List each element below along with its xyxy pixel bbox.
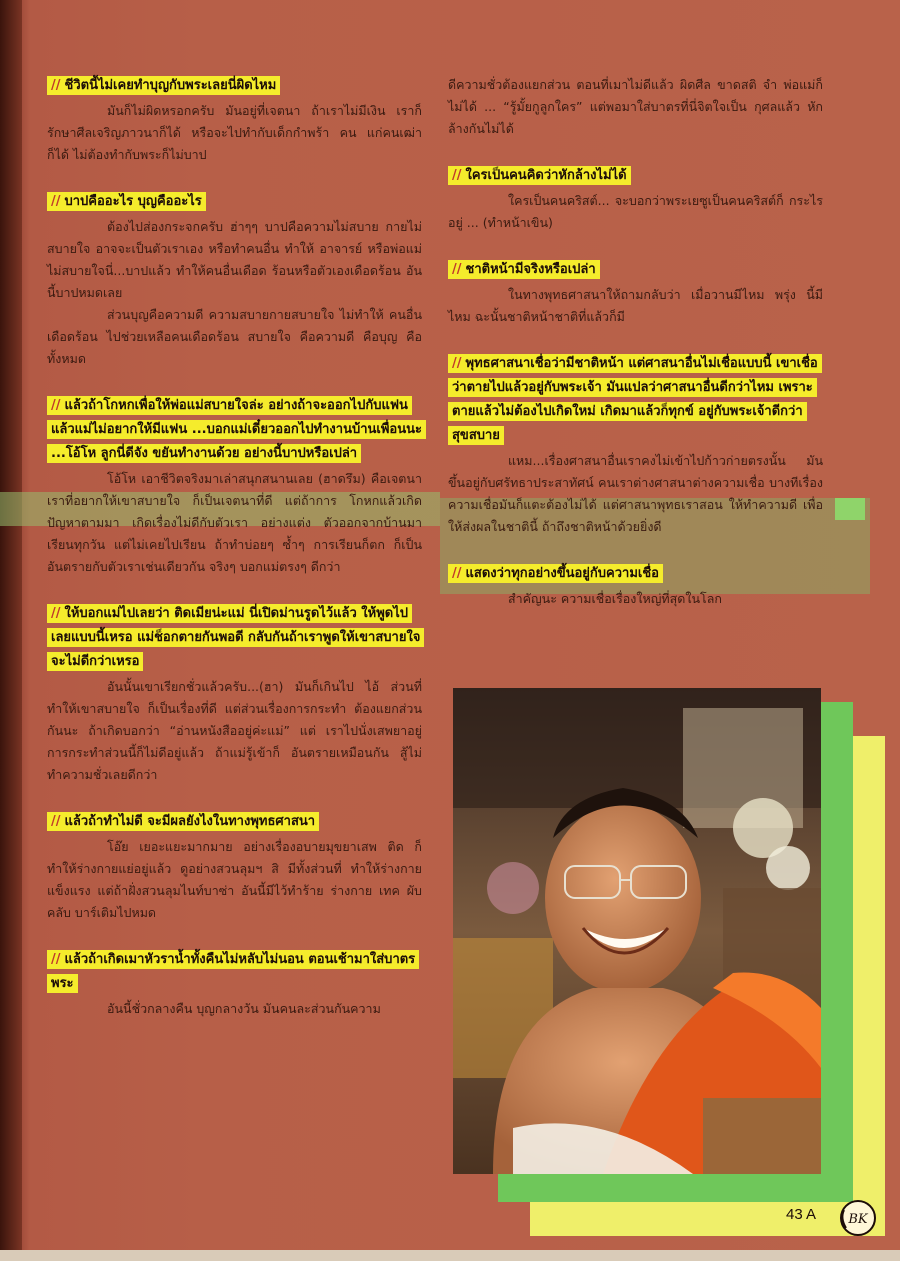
heading-marker: //	[51, 814, 61, 829]
body-paragraph: มันก็ไม่ผิดหรอกครับ มันอยู่ที่เจตนา ถ้าเราไม่มีเงิน เราก็รักษาศีลเจริญภาวนาก็ได้ หรือจะไปทำกับเด็กกำพร้า คน แก่คนเฒ่าก็ได้ ไม่ต้องทำกับพระก็ไม่บาป	[47, 103, 422, 162]
heading-highlight	[448, 564, 663, 583]
right-section	[448, 164, 823, 234]
heading-marker: //	[452, 566, 462, 581]
monk-photo-illustration	[453, 688, 821, 1174]
heading-highlight	[47, 76, 280, 95]
section-heading	[448, 258, 823, 282]
heading-text: ใครเป็นคนคิดว่าหักล้างไม่ได้	[465, 168, 627, 183]
body-paragraph: ส่วนบุญคือความดี ความสบายกายสบายใจ ไม่ทำให้ คนอื่นเดือดร้อน ไปช่วยเหลือคนเดือดร้อน สบายใจ คือความดี คือบุญ คือทั้งหมด	[47, 307, 422, 366]
right-section	[448, 352, 823, 538]
right-section	[448, 562, 823, 610]
heading-text: พุทธศาสนาเชื่อว่ามีชาติหน้า แต่ศาสนาอื่นไม่เชื่อแบบนี้ เขาเชื่อว่าตายไปแล้วอยู่กับพระเจ้า มันแปลว่าศาสนาอื่นดีกว่าไหม เพราะตายแล้วไม่ต้องไปเกิดใหม่ เกิดมาแล้วก็ทุกข์ อยู่กับพระเจ้าดีกว่า สุขสบาย	[452, 356, 818, 443]
section-heading	[47, 74, 422, 98]
heading-marker: //	[51, 398, 61, 413]
heading-highlight	[448, 166, 631, 185]
heading-text: แล้วถ้าเกิดเมาหัวราน้ำทั้งคืนไม่หลับไม่นอน ตอนเช้ามาใส่บาตรพระ	[51, 952, 416, 991]
heading-highlight	[448, 354, 822, 445]
heading-highlight	[47, 396, 426, 463]
right-section	[448, 258, 823, 328]
body-paragraph: โอ๊ย เยอะแยะมากมาย อย่างเรื่องอบายมุขยาเสพ ติด ก็ทำให้ร่างกายแย่อยู่แล้ว ดูอย่างสวนลุมฯ สิ มีทั้งส่วนที่ ทำให้ร่างกายแข็งแรง แต่ถ้าฝั่งสวนลุมไนท์บาซ่า อันนี้มีไว้ทำร้าย ร่างกาย เทค ผับ คลับ บาร์เติมไปหมด	[47, 839, 422, 920]
left-section	[47, 74, 422, 166]
left-section	[47, 948, 422, 1020]
monk-photo	[453, 688, 821, 1174]
left-section	[47, 190, 422, 370]
section-heading	[448, 164, 823, 188]
right-intro-paragraph: ดีความชั่วต้องแยกส่วน ตอนที่เมาไม่ดีแล้ว ผิดศีล ขาดสติ จำ พ่อแม่ก็ไม่ได้ ... “รู้มั้ยกูลูกใคร” แต่พอมาใส่บาตรที่นี่จิตใจเป็น กุศลแล้ว หักล้างกันไม่ได้	[448, 77, 823, 136]
body-paragraph: ต้องไปส่องกระจกครับ ฮ่าๆๆ บาปคือความไม่สบาย กายไม่สบายใจ อาจจะเป็นตัวเราเอง หรือทำคนอื่น ทำให้ อาจารย์ หรือพ่อแม่ไม่สบายใจนี่...บาปแล้ว ทำให้คนอื่นเดือด ร้อนหรือตัวเองเดือดร้อน อันนี้บาปหมดเลย	[47, 219, 422, 300]
heading-marker: //	[452, 356, 462, 371]
right-sections	[448, 164, 823, 610]
heading-highlight	[47, 950, 419, 993]
section-heading	[47, 190, 422, 214]
body-paragraph: โอ้โห เอาชีวิตจริงมาเล่าสนุกสนานเลย (ฮาดรึม) คือเจตนาเราที่อยากให้เขาสบายใจ ก็เป็นเจตนาที่ดี แต่ถ้าการ โกหกแล้วเกิดปัญหาตามมา เกิดเรื่องไม่ดีกับตัวเรา อย่างแต่ง ตัวออกจากบ้านมาเรียนทุกวัน แต่ไม่เคยไปเรียน ถ้าทำบ่อยๆ ซ้ำๆ การเรียนก็ตก ก็เป็นอันตรายกับตัวเราเช่นเดียวกัน จริงๆ บอกแม่ตรงๆ ดีกว่า	[47, 471, 422, 574]
page-bottom-edge	[0, 1250, 900, 1261]
section-heading	[448, 562, 823, 586]
heading-highlight	[448, 260, 600, 279]
heading-marker: //	[51, 606, 61, 621]
left-section	[47, 810, 422, 924]
body-paragraph: ใครเป็นคนคริสต์... จะบอกว่าพระเยซูเป็นคนคริสต์ก็ กระไรอยู่ ... (ทำหน้าเขิน)	[448, 193, 823, 230]
heading-marker: //	[452, 262, 462, 277]
heading-marker: //	[51, 952, 61, 967]
heading-text: ชาติหน้ามีจริงหรือเปล่า	[465, 262, 596, 277]
heading-highlight	[47, 192, 206, 211]
bk-circle-logo-icon	[838, 1198, 878, 1238]
heading-highlight	[47, 812, 319, 831]
body-paragraph: สำคัญนะ ความเชื่อเรื่องใหญ่ที่สุดในโลก	[508, 591, 722, 606]
section-heading	[448, 352, 823, 448]
heading-highlight	[47, 604, 424, 671]
section-heading	[47, 948, 422, 996]
body-paragraph: อันนี้ชั่วกลางคืน บุญกลางวัน มันคนละส่วนกันความ	[107, 1001, 381, 1016]
heading-text: แล้วถ้าทำไม่ดี จะมีผลยังไงในทางพุทธศาสนา	[64, 814, 316, 829]
logo-text: BK	[848, 1212, 868, 1227]
left-column	[47, 74, 422, 1044]
page-number: 43 A	[786, 1206, 817, 1223]
heading-text: บาปคืออะไร บุญคืออะไร	[64, 194, 202, 209]
heading-text: แสดงว่าทุกอย่างขึ้นอยู่กับความเชื่อ	[465, 566, 659, 581]
heading-marker: //	[51, 78, 61, 93]
heading-text: ชีวิตนี้ไม่เคยทำบุญกับพระเลยนี่ผิดไหม	[64, 78, 277, 93]
left-section	[47, 602, 422, 786]
left-section	[47, 394, 422, 578]
section-heading	[47, 602, 422, 674]
heading-marker: //	[452, 168, 462, 183]
section-heading	[47, 394, 422, 466]
body-paragraph: แหม...เรื่องศาสนาอื่นเราคงไม่เข้าไปก้าวก่ายตรงนั้น มันขึ้นอยู่กับศรัทธาประสาทัศน์ คนเราต่างศาสนาต่างความเชื่อ บางทีเรื่องความเชื่อมันก็แตะต้องไม่ได้ แต่ศาสนาพุทธเราสอน ให้ทำความดี เพื่อให้ส่งผลในชาตินี้ ถ้าถึงชาติหน้าด้วยยิ่งดี	[448, 453, 823, 534]
heading-text: ให้บอกแม่ไปเลยว่า ติดเมียน่ะแม่ นี่เปิดม่านรูดไว้แล้ว ให้พูดไปเลยแบบนี้เหรอ แม่ช็อกตายกันพอดี กลับกันถ้าเราพูดให้เขาสบายใจ จะไม่ดีกว่าเหรอ	[51, 606, 421, 669]
section-heading	[47, 810, 422, 834]
heading-text: แล้วถ้าโกหกเพื่อให้พ่อแม่สบายใจล่ะ อย่างถ้าจะออกไปกับแฟน แล้วแม่ไม่อยากให้มีแฟน ...บอกแม่เดี๋ยวออกไปทำงานบ้านเพื่อนนะ ...โอ้โห ลูกนี่ดีจัง ขยันทำงานด้วย อย่างนี้บาปหรือเปล่า	[51, 398, 422, 461]
decorative-green-bar	[835, 498, 865, 520]
heading-marker: //	[51, 194, 61, 209]
right-column	[448, 74, 823, 634]
body-paragraph: ในทางพุทธศาสนาให้ถามกลับว่า เมื่อวานมีไหม พรุ่ง นี้มีไหม ฉะนั้นชาติหน้าชาติที่แล้วก็มี	[448, 287, 823, 324]
book-spine	[0, 0, 22, 1261]
body-paragraph: อันนั้นเขาเรียกชั่วแล้วครับ...(ฮา) มันก็เกินไป ไอ้ ส่วนที่ทำให้เขาสบายใจ ก็เป็นเรื่องที่ดี แต่ส่วนเรื่องการกระทำ ต้องแยกส่วนกันนะ ถ้าเกิดบอกว่า “อ่านหนังสืออยู่ค่ะแม่” แต่ เราไปนั่งเสพยาอยู่ การกระทำส่วนนี้ก็ไม่ดีอยู่แล้ว ถ้าแม่รู้เข้าก็ อันตรายเหมือนกัน สู้ไม่ทำความชั่วเลยดีกว่า	[47, 679, 422, 782]
